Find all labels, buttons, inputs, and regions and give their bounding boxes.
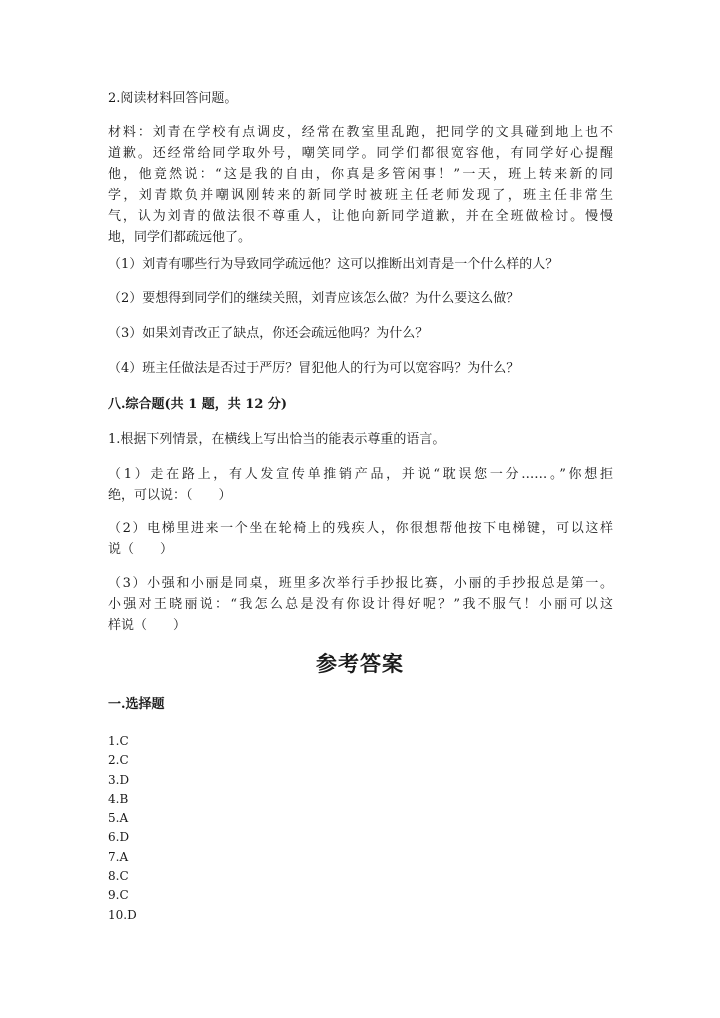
material-line: 材料：刘青在学校有点调皮，经常在教室里乱跑，把同学的文具碰到地上也不 xyxy=(108,125,613,140)
material-line: 他，他竟然说：“这是我的自由，你真是多管闲事！”一天，班上转来新的同 xyxy=(108,167,613,182)
question-2-title: 2.阅读材料回答问题。 xyxy=(108,91,238,106)
material-line: 地，同学们都疏远他了。 xyxy=(108,230,252,245)
answers-title: 参考答案 xyxy=(316,651,404,676)
answer-item: 5.A xyxy=(108,811,129,826)
question-2-material xyxy=(108,122,613,248)
scenario-2: （2）电梯里进来一个坐在轮椅上的残疾人，你很想帮他按下电梯键，可以这样 说（ ） xyxy=(108,521,613,557)
answer-item: 3.D xyxy=(108,772,130,787)
answer-item: 10.D xyxy=(108,907,137,922)
answer-item: 7.A xyxy=(108,849,129,864)
section-8-intro: 1.根据下列情景，在横线上写出恰当的能表示尊重的语言。 xyxy=(108,432,446,447)
answer-item: 1.C xyxy=(108,734,129,748)
material-line: 道歉。还经常给同学取外号，嘲笑同学。同学们都很宽容他，有同学好心提醒 xyxy=(108,146,613,161)
answer-list xyxy=(108,732,137,925)
sub-question-4: （4）班主任做法是否过于严厉？冒犯他人的行为可以宽容吗？为什么？ xyxy=(108,361,520,376)
answer-item: 6.D xyxy=(108,830,130,845)
material-line: 学，刘青欺负并嘲讽刚转来的新同学时被班主任老师发现了，班主任非常生 xyxy=(108,188,613,203)
answer-item: 2.C xyxy=(108,753,129,768)
scenario-3: （3）小强和小丽是同桌，班里多次举行手抄报比赛，小丽的手抄报总是第一。 小强对王晓丽说：“我怎么总是没有你设计得好呢？”我不服气！小丽可以这 样说（ ） xyxy=(108,576,613,633)
sub-question-3: （3）如果刘青改正了缺点，你还会疏远他吗？为什么？ xyxy=(108,326,429,341)
answer-item: 9.C xyxy=(108,888,129,903)
sub-question-2: （2）要想得到同学们的继续关照，刘青应该怎么做？为什么要这么做？ xyxy=(108,291,520,306)
scenario-1: （1）走在路上，有人发宣传单推销产品，并说“耽误您一分……。”你想拒 绝，可以说：（ ） xyxy=(108,467,613,503)
answers-section-heading: 一.选择题 xyxy=(108,697,165,712)
sub-question-1: （1）刘青有哪些行为导致同学疏远他？这可以推断出刘青是一个什么样的人？ xyxy=(108,257,559,272)
material-line: 气，认为刘青的做法很不尊重人，让他向新同学道歉，并在全班做检讨。慢慢 xyxy=(108,209,613,224)
answer-item: 4.B xyxy=(108,791,129,806)
answer-item: 8.C xyxy=(108,869,129,884)
section-8-heading: 八.综合题(共 1 题，共 12 分) xyxy=(108,397,288,412)
